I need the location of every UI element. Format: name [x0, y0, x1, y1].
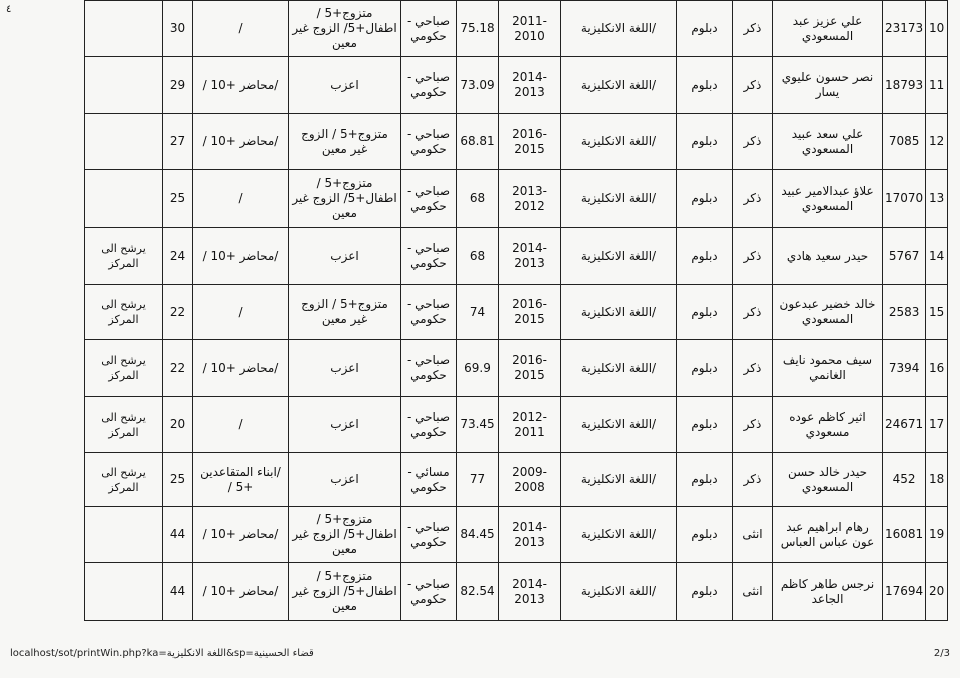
note-cell — [85, 507, 163, 563]
record-id-cell: 7085 — [883, 114, 926, 170]
average-cell: 74 — [457, 285, 499, 340]
row-number-cell: 20 — [926, 563, 948, 621]
average-cell: 69.9 — [457, 340, 499, 397]
record-id-cell: 17694 — [883, 563, 926, 621]
graduation-year-cell: 2016-2015 — [499, 340, 561, 397]
total-points-cell: 29 — [163, 57, 193, 114]
extra-points-cell: / — [193, 1, 289, 57]
average-cell: 77 — [457, 453, 499, 507]
gender-cell: ذكر — [733, 114, 773, 170]
gender-cell: ذكر — [733, 57, 773, 114]
degree-cell: دبلوم — [677, 563, 733, 621]
candidate-name-cell: خالد خضير عبدعون المسعودي — [773, 285, 883, 340]
gender-cell: ذكر — [733, 285, 773, 340]
gender-cell: انثى — [733, 563, 773, 621]
record-id-cell: 18793 — [883, 57, 926, 114]
candidate-name-cell: علي عزيز عبد المسعودي — [773, 1, 883, 57]
row-number-cell: 15 — [926, 285, 948, 340]
degree-cell: دبلوم — [677, 1, 733, 57]
row-number-cell: 19 — [926, 507, 948, 563]
department-cell: /اللغة الانكليزية — [561, 453, 677, 507]
note-cell — [85, 563, 163, 621]
study-type-cell: صباحي - حكومي — [401, 563, 457, 621]
row-number-cell: 13 — [926, 170, 948, 228]
department-cell: /اللغة الانكليزية — [561, 563, 677, 621]
department-cell: /اللغة الانكليزية — [561, 507, 677, 563]
candidate-name-cell: اثير كاظم عوده مسعودي — [773, 397, 883, 453]
note-cell: يرشح الى المركز — [85, 285, 163, 340]
candidate-name-cell: رهام ابراهيم عبد عون عباس العباس — [773, 507, 883, 563]
candidate-name-cell: علاؤ عبدالامير عبيد المسعودي — [773, 170, 883, 228]
table-row — [85, 170, 948, 228]
degree-cell: دبلوم — [677, 397, 733, 453]
graduation-year-cell: 2014-2013 — [499, 507, 561, 563]
table-row — [85, 114, 948, 170]
social-status-cell: اعزب — [289, 57, 401, 114]
department-cell: /اللغة الانكليزية — [561, 285, 677, 340]
note-cell — [85, 170, 163, 228]
table-row — [85, 340, 948, 397]
total-points-cell: 22 — [163, 285, 193, 340]
total-points-cell: 30 — [163, 1, 193, 57]
note-cell: يرشح الى المركز — [85, 340, 163, 397]
average-cell: 82.54 — [457, 563, 499, 621]
study-type-cell: صباحي - حكومي — [401, 114, 457, 170]
record-id-cell: 7394 — [883, 340, 926, 397]
extra-points-cell: /محاضر +10 / — [193, 507, 289, 563]
table-row — [85, 1, 948, 57]
gender-cell: انثى — [733, 507, 773, 563]
average-cell: 73.09 — [457, 57, 499, 114]
note-cell — [85, 57, 163, 114]
average-cell: 73.45 — [457, 397, 499, 453]
graduation-year-cell: 2014-2013 — [499, 57, 561, 114]
study-type-cell: صباحي - حكومي — [401, 57, 457, 114]
degree-cell: دبلوم — [677, 57, 733, 114]
department-cell: /اللغة الانكليزية — [561, 1, 677, 57]
extra-points-cell: /محاضر +10 / — [193, 228, 289, 285]
candidate-name-cell: حيدر سعيد هادي — [773, 228, 883, 285]
graduation-year-cell: 2014-2013 — [499, 228, 561, 285]
note-cell — [85, 1, 163, 57]
degree-cell: دبلوم — [677, 340, 733, 397]
extra-points-cell: / — [193, 285, 289, 340]
social-status-cell: اعزب — [289, 228, 401, 285]
social-status-cell: اعزب — [289, 397, 401, 453]
gender-cell: ذكر — [733, 453, 773, 507]
graduation-year-cell: 2016-2015 — [499, 114, 561, 170]
corner-mark: ٤ — [6, 4, 12, 15]
note-cell: يرشح الى المركز — [85, 228, 163, 285]
total-points-cell: 20 — [163, 397, 193, 453]
table-row — [85, 507, 948, 563]
table-row — [85, 453, 948, 507]
table-row — [85, 397, 948, 453]
degree-cell: دبلوم — [677, 453, 733, 507]
row-number-cell: 10 — [926, 1, 948, 57]
department-cell: /اللغة الانكليزية — [561, 57, 677, 114]
row-number-cell: 16 — [926, 340, 948, 397]
average-cell: 84.45 — [457, 507, 499, 563]
record-id-cell: 17070 — [883, 170, 926, 228]
social-status-cell: متزوج+5 / الزوج غير معين — [289, 285, 401, 340]
record-id-cell: 24671 — [883, 397, 926, 453]
study-type-cell: صباحي - حكومي — [401, 228, 457, 285]
total-points-cell: 44 — [163, 507, 193, 563]
candidate-name-cell: علي سعد عبيد المسعودي — [773, 114, 883, 170]
candidate-name-cell: نرجس طاهر كاظم الجاعد — [773, 563, 883, 621]
table-row — [85, 228, 948, 285]
gender-cell: ذكر — [733, 340, 773, 397]
graduation-year-cell: 2009-2008 — [499, 453, 561, 507]
candidate-name-cell: سيف محمود نايف الغانمي — [773, 340, 883, 397]
social-status-cell: اعزب — [289, 453, 401, 507]
study-type-cell: صباحي - حكومي — [401, 1, 457, 57]
gender-cell: ذكر — [733, 1, 773, 57]
record-id-cell: 2583 — [883, 285, 926, 340]
department-cell: /اللغة الانكليزية — [561, 340, 677, 397]
extra-points-cell: /ابناء المتقاعدين +5 / — [193, 453, 289, 507]
note-cell: يرشح الى المركز — [85, 397, 163, 453]
degree-cell: دبلوم — [677, 170, 733, 228]
record-id-cell: 452 — [883, 453, 926, 507]
graduation-year-cell: 2011-2010 — [499, 1, 561, 57]
gender-cell: ذكر — [733, 397, 773, 453]
footer-url: localhost/sot/printWin.php?ka=اللغة الانكليزية&sp=قضاء الحسينية — [10, 648, 314, 659]
table-row — [85, 285, 948, 340]
total-points-cell: 44 — [163, 563, 193, 621]
study-type-cell: صباحي - حكومي — [401, 170, 457, 228]
social-status-cell: اعزب — [289, 340, 401, 397]
department-cell: /اللغة الانكليزية — [561, 397, 677, 453]
department-cell: /اللغة الانكليزية — [561, 228, 677, 285]
candidates-table — [84, 0, 948, 621]
total-points-cell: 25 — [163, 453, 193, 507]
degree-cell: دبلوم — [677, 285, 733, 340]
study-type-cell: مسائي - حكومي — [401, 453, 457, 507]
degree-cell: دبلوم — [677, 114, 733, 170]
graduation-year-cell: 2012-2011 — [499, 397, 561, 453]
total-points-cell: 27 — [163, 114, 193, 170]
extra-points-cell: /محاضر +10 / — [193, 340, 289, 397]
average-cell: 68 — [457, 170, 499, 228]
department-cell: /اللغة الانكليزية — [561, 114, 677, 170]
graduation-year-cell: 2014-2013 — [499, 563, 561, 621]
degree-cell: دبلوم — [677, 228, 733, 285]
average-cell: 68 — [457, 228, 499, 285]
social-status-cell: متزوج+5 / اطفال+5/ الزوج غير معين — [289, 507, 401, 563]
total-points-cell: 25 — [163, 170, 193, 228]
page-number: 2/3 — [933, 648, 950, 659]
row-number-cell: 17 — [926, 397, 948, 453]
average-cell: 68.81 — [457, 114, 499, 170]
note-cell — [85, 114, 163, 170]
study-type-cell: صباحي - حكومي — [401, 397, 457, 453]
note-cell: يرشح الى المركز — [85, 453, 163, 507]
candidate-name-cell: نصر حسون عليوي يسار — [773, 57, 883, 114]
average-cell: 75.18 — [457, 1, 499, 57]
extra-points-cell: /محاضر +10 / — [193, 57, 289, 114]
extra-points-cell: / — [193, 170, 289, 228]
table-row — [85, 57, 948, 114]
candidate-name-cell: حيدر خالد حسن المسعودي — [773, 453, 883, 507]
gender-cell: ذكر — [733, 228, 773, 285]
social-status-cell: متزوج+5 / اطفال+5/ الزوج غير معين — [289, 563, 401, 621]
record-id-cell: 23173 — [883, 1, 926, 57]
table-row — [85, 563, 948, 621]
gender-cell: ذكر — [733, 170, 773, 228]
department-cell: /اللغة الانكليزية — [561, 170, 677, 228]
extra-points-cell: /محاضر +10 / — [193, 114, 289, 170]
record-id-cell: 16081 — [883, 507, 926, 563]
total-points-cell: 24 — [163, 228, 193, 285]
extra-points-cell: /محاضر +10 / — [193, 563, 289, 621]
degree-cell: دبلوم — [677, 507, 733, 563]
row-number-cell: 18 — [926, 453, 948, 507]
row-number-cell: 14 — [926, 228, 948, 285]
total-points-cell: 22 — [163, 340, 193, 397]
extra-points-cell: / — [193, 397, 289, 453]
study-type-cell: صباحي - حكومي — [401, 507, 457, 563]
study-type-cell: صباحي - حكومي — [401, 285, 457, 340]
social-status-cell: متزوج+5 / الزوج غير معين — [289, 114, 401, 170]
graduation-year-cell: 2013-2012 — [499, 170, 561, 228]
study-type-cell: صباحي - حكومي — [401, 340, 457, 397]
record-id-cell: 5767 — [883, 228, 926, 285]
row-number-cell: 12 — [926, 114, 948, 170]
row-number-cell: 11 — [926, 57, 948, 114]
social-status-cell: متزوج+5 / اطفال+5/ الزوج غير معين — [289, 170, 401, 228]
graduation-year-cell: 2016-2015 — [499, 285, 561, 340]
social-status-cell: متزوج+5 / اطفال+5/ الزوج غير معين — [289, 1, 401, 57]
